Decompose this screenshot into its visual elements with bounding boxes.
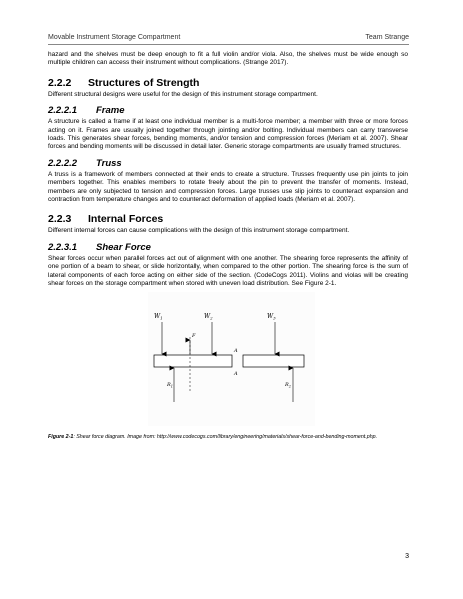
label-r2: $R_2$ bbox=[285, 381, 291, 388]
label-a-top: A bbox=[234, 347, 238, 354]
header-rule bbox=[48, 44, 409, 45]
internal-forces-paragraph: Different internal forces can cause complications with the design of this instrument storage compartment. bbox=[48, 227, 350, 235]
page-number: 3 bbox=[405, 553, 409, 560]
heading-number: 2.2.2.2 bbox=[48, 157, 78, 169]
caption-text: : Shear force diagram. Image from: http://www.codecogs.com/library/engineering/materials/shear-force-and-bending-moment.php. bbox=[73, 433, 378, 440]
shear-force-diagram bbox=[148, 292, 315, 426]
label-w2: $W_2$ bbox=[204, 312, 213, 320]
heading-title: Truss bbox=[96, 157, 122, 169]
heading-internal-forces bbox=[48, 213, 408, 225]
heading-number: 2.2.3.1 bbox=[48, 241, 78, 253]
intro-paragraph: hazard and the shelves must be deep enough to fit a full violin and/or viola. Also, the shelves must be wide enough so multiple children can access their instrument without complications. (Strange 2017). bbox=[48, 51, 408, 67]
header-title: Movable Instrument Storage Compartment bbox=[48, 34, 181, 41]
heading-title: Frame bbox=[96, 105, 125, 117]
beam-left bbox=[154, 355, 232, 367]
shear-force-paragraph: Shear forces occur when parallel forces act out of alignment with one another. The shearing force represents the affinity of one portion of a beam to shear, or slide horizontally, when compared to the other portion. The shearing force is the sum of lateral components of each force acting on either side of the section. (CodeCogs 2011). Violins and violas will be creating shear forces on the storage compartment when stored with uneven load distribution. See Figure 2-1. bbox=[48, 254, 408, 288]
label-r1: $R_1$ bbox=[167, 381, 173, 388]
heading-structures bbox=[48, 77, 408, 89]
frame-paragraph: A structure is called a frame if at least one individual member is a multi-force member; a member with three or more forces acting on it. Frames are usually joined together through jointing and/or bolting. Individual members can carry transverse loads. This generates shear forces, bending moments, and/or tension and compression forces (Meriam et al. 2007). Shear forces and bending moments will be discussed in detail later. Generic storage compartments are usually framed structures. bbox=[48, 118, 408, 151]
label-w3: $W_3$ bbox=[267, 312, 276, 320]
shear-force-diagram-svg bbox=[148, 292, 315, 426]
label-a-bottom: A bbox=[234, 370, 238, 377]
beam-right bbox=[243, 355, 304, 367]
page-content bbox=[48, 51, 408, 441]
structures-paragraph: Different structural designs were useful for the design of this instrument storage compartment. bbox=[48, 90, 318, 98]
heading-frame bbox=[48, 105, 408, 116]
heading-truss bbox=[48, 158, 408, 169]
label-w1: $W_1$ bbox=[154, 312, 163, 320]
heading-shear-force bbox=[48, 242, 408, 253]
header-team: Team Strange bbox=[365, 34, 409, 41]
heading-number: 2.2.2.1 bbox=[48, 105, 78, 117]
truss-paragraph: A truss is a framework of members connected at their ends to create a structure. Trusses frequently use pin joints to join members together. This enables members to rotate freely about the pin to prevent the transfer of moments. Instead, members are only subjected to tension and compression forces. Large trusses use slip joints to counteract expansion and contraction from temperature changes and to counteract deformation of applied loads (Meriam et al. 2007). bbox=[48, 170, 408, 204]
heading-number: 2.2.3 bbox=[48, 213, 72, 226]
heading-title: Internal Forces bbox=[88, 213, 164, 226]
figure-2-1 bbox=[48, 292, 408, 432]
heading-number: 2.2.2 bbox=[48, 76, 72, 89]
figure-caption bbox=[48, 434, 408, 441]
heading-title: Structures of Strength bbox=[88, 76, 200, 89]
label-f: F bbox=[192, 332, 196, 339]
caption-label: Figure 2-1 bbox=[48, 433, 74, 440]
heading-title: Shear Force bbox=[96, 241, 151, 253]
